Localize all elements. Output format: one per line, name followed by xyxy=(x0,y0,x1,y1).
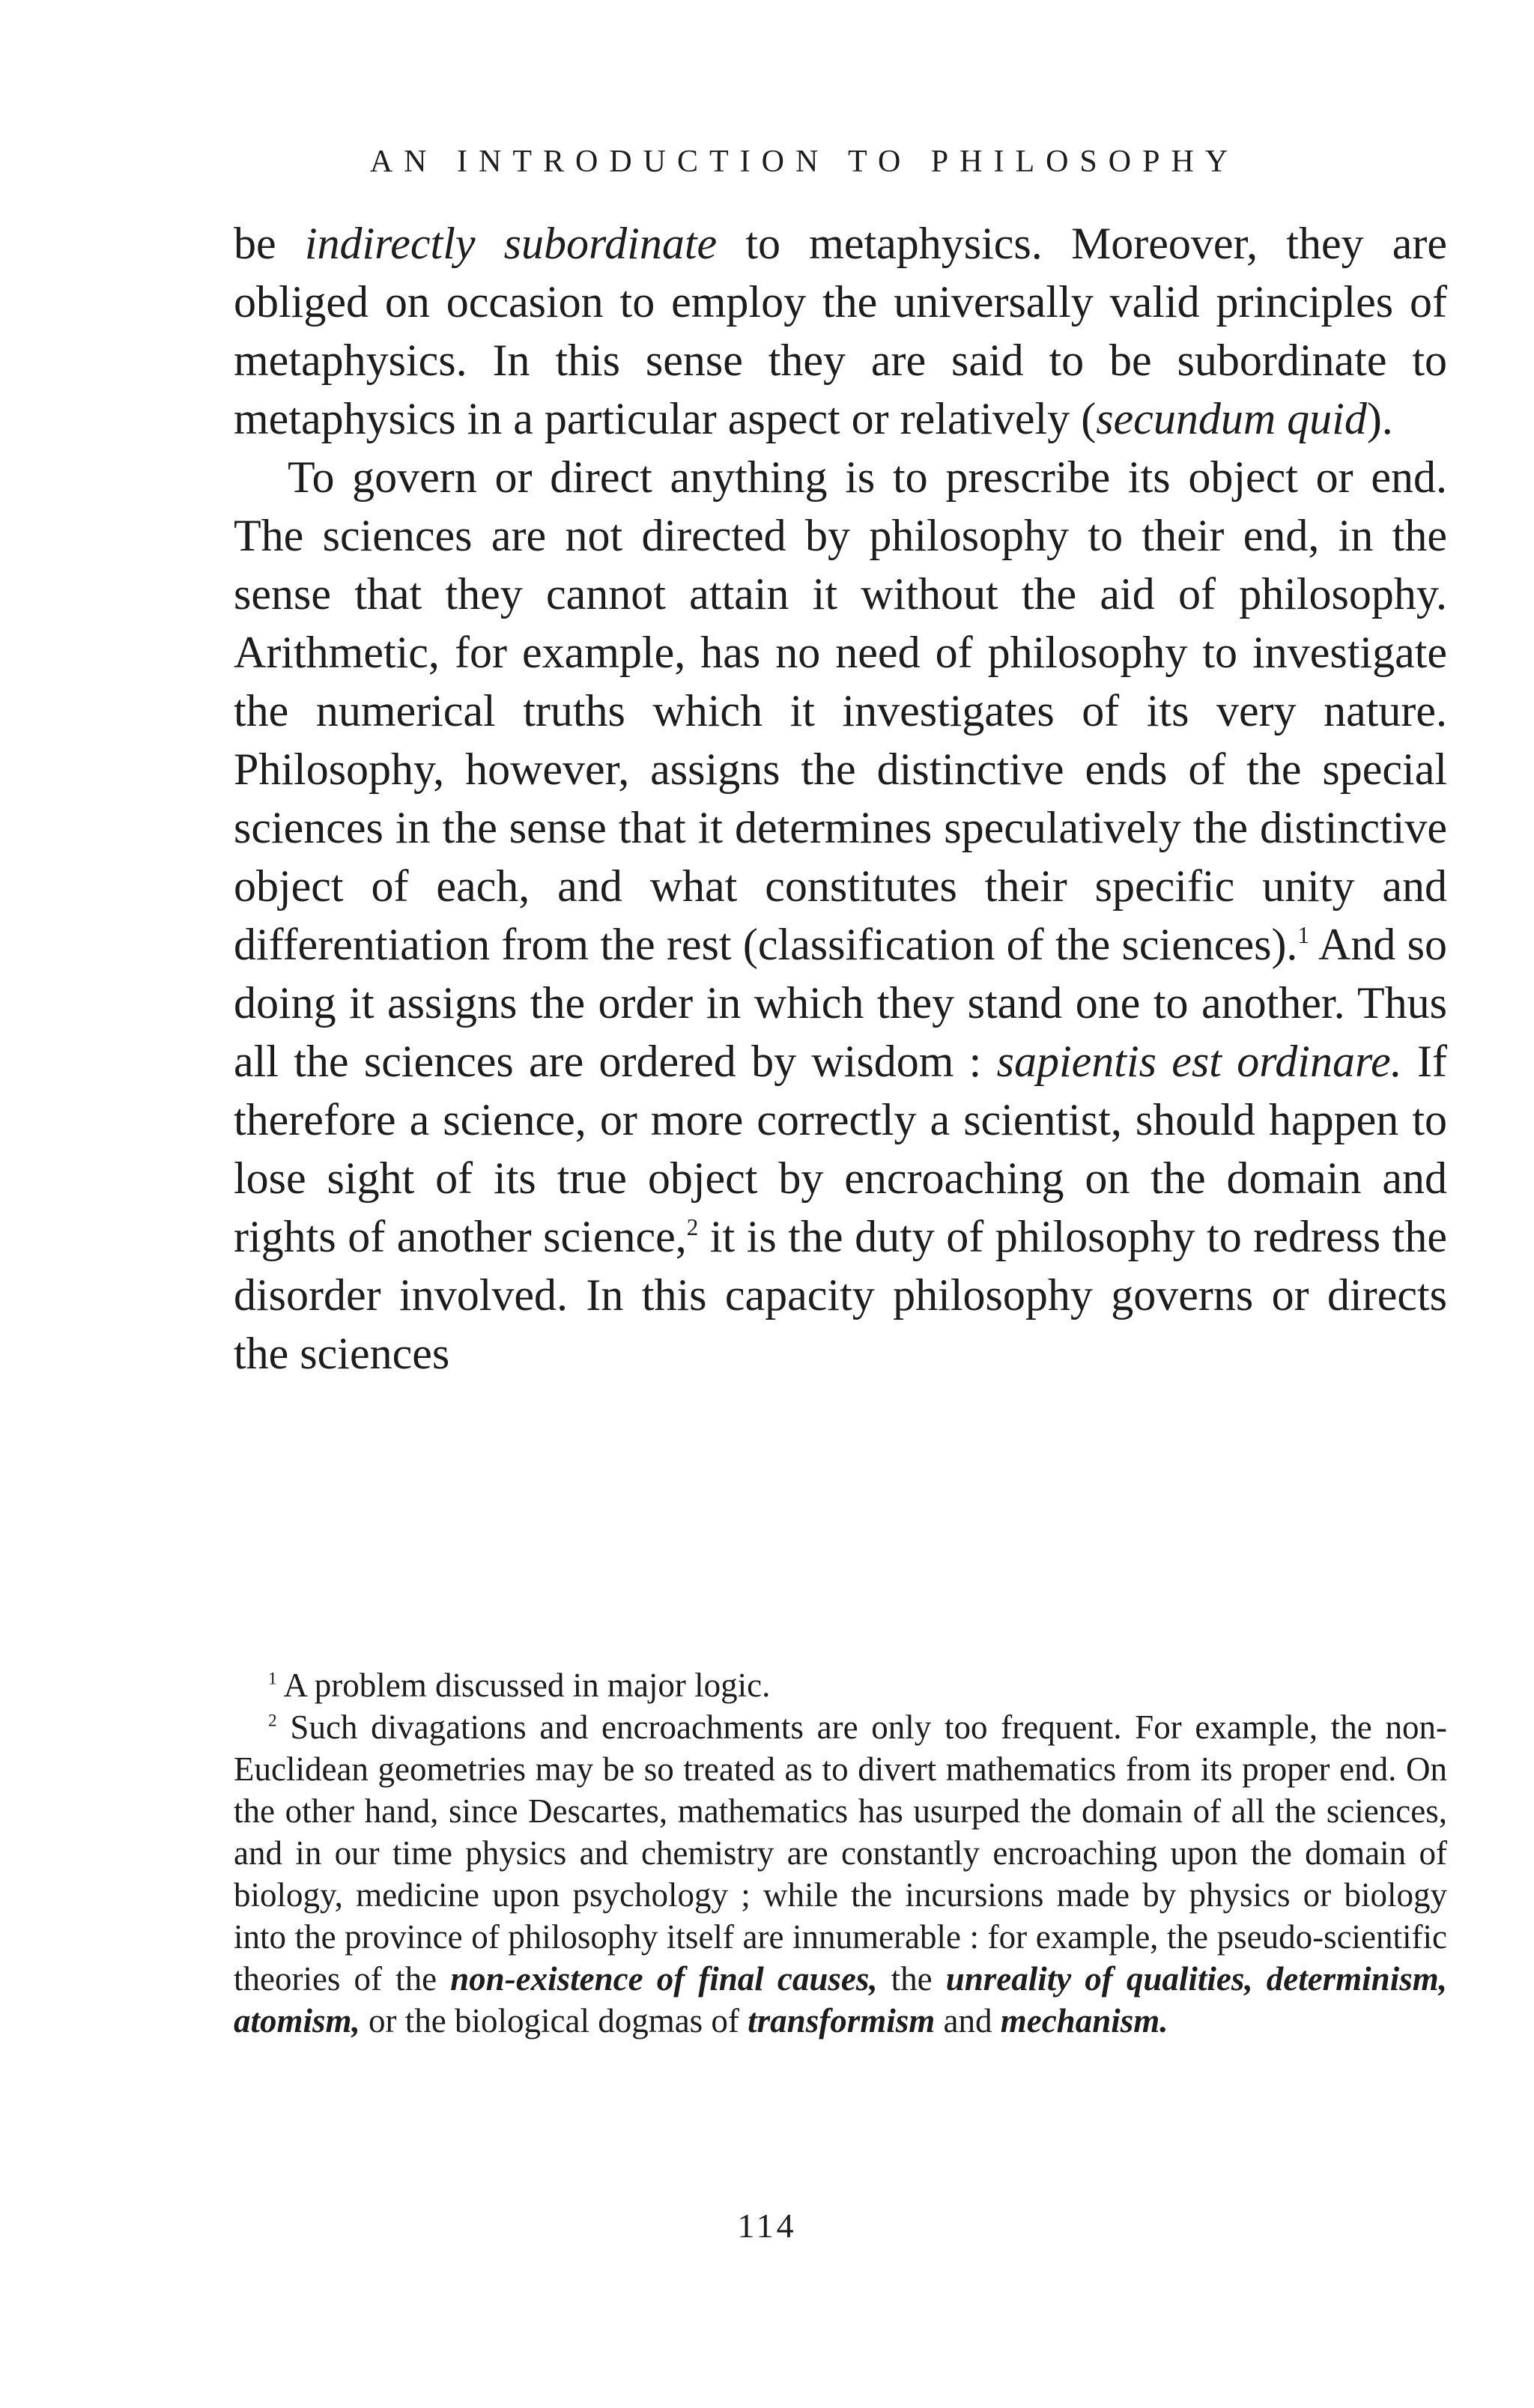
text-run: be xyxy=(234,219,305,268)
text-run: If therefore a science, or more correctly a scientist, should happen to lose sight of its true object by encroaching on the domain and rights of another science, xyxy=(234,1037,1447,1261)
footnote xyxy=(234,1706,1447,2042)
footnote-marker: 2 xyxy=(268,1711,277,1731)
italic-text: secundum quid xyxy=(1096,394,1367,443)
italic-text: sapientis est ordinare. xyxy=(996,1037,1402,1086)
footnote-text: Such divagations and encroachments are only too frequent. For example, the non-Euclidean geometries may be so treated as to divert mathematics from its proper end. On the other hand, since Descartes, mathematics has usurped the domain of all the sciences, and in our time physics and chemistry are constantly encroaching upon the domain of biology, medicine upon psychology ; while the incursions made by physics or biology into the province of philosophy itself are innumerable : for example, the pseudo-scientific theories of the xyxy=(234,1708,1447,1998)
footnote xyxy=(234,1664,1447,1706)
main-text xyxy=(234,214,1447,1383)
text-run: And so doing it assigns the order in which they stand one to another. Thus all the sciences are ordered by wisdom : xyxy=(234,920,1447,1086)
text-run: to metaphysics. Moreover, they are obliged on occasion to employ the universally valid principles of metaphysics. In this sense they are said to be subordinate to metaphysics in a particular aspect or relatively ( xyxy=(234,219,1448,443)
italic-text: unreality of qualities, determinism, atomism, xyxy=(234,1960,1447,2039)
footnote-text: A problem discussed in major logic. xyxy=(276,1667,771,1704)
italic-text: indirectly subordinate xyxy=(304,219,718,268)
page-number: 114 xyxy=(737,2207,797,2245)
running-head: AN INTRODUCTION TO PHILOSOPHY xyxy=(369,145,1240,179)
paragraph xyxy=(234,214,1447,448)
italic-text: transformism xyxy=(748,2002,936,2039)
text-run: To govern or direct anything is to prescribe its object or end. The sciences are not directed by philosophy to their end, in the sense that they cannot attain it without the aid of philosophy. Arithmetic, for example, has no need of philosophy to investigate the numerical truths which it investigates of its very nature. Philosophy, however, assigns the distinctive ends of the special sciences in the sense that it determines speculatively the distinctive object of each, and what constitutes their specific unity and differentiation from the rest (classification of the sciences). xyxy=(234,452,1447,969)
italic-text: mechanism. xyxy=(1000,2002,1168,2039)
footnote-text: and xyxy=(935,2002,1001,2039)
footnote-text: or the biological dogmas of xyxy=(360,2002,748,2039)
footnote-marker: 1 xyxy=(268,1669,277,1689)
text-run: ). xyxy=(1366,394,1393,443)
footnotes xyxy=(234,1664,1447,2042)
footnote-reference[interactable]: 2 xyxy=(686,1214,699,1241)
footnote-reference[interactable]: 1 xyxy=(1297,922,1310,949)
paragraph xyxy=(234,448,1447,1383)
footnote-text: the xyxy=(877,1960,946,1998)
text-run: it is the duty of philosophy to redress the disorder involved. In this capacity philosophy governs or directs the sciences xyxy=(234,1212,1447,1378)
italic-text: non-existence of final causes, xyxy=(450,1960,878,1998)
